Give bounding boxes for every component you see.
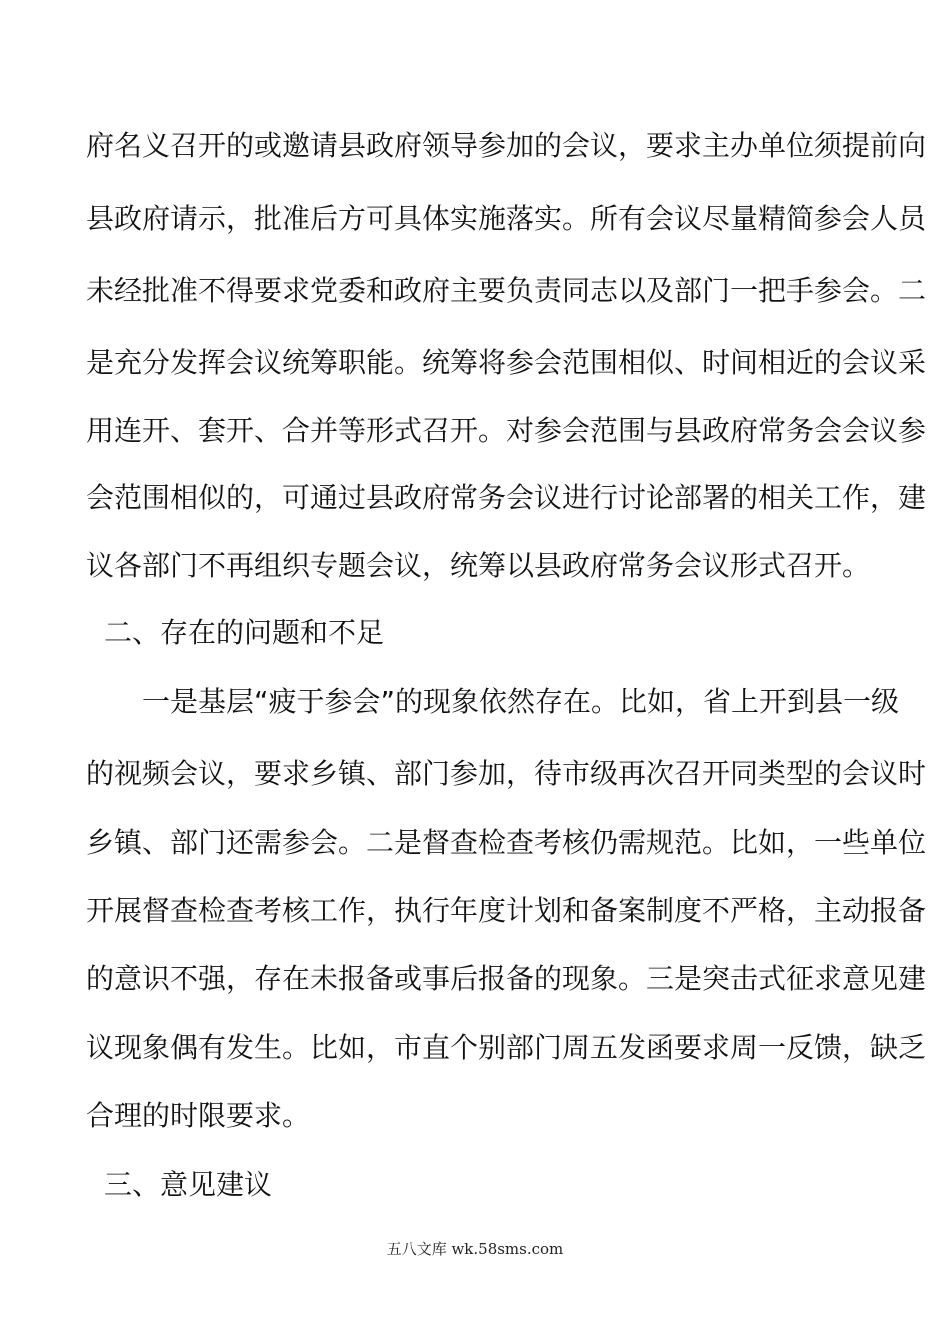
paragraph-1-line-5: 用连开、套开、合并等形式召开。对参会范围与县政府常务会会议参 xyxy=(86,414,927,447)
page-footer: 五八文库 wk.58sms.com xyxy=(386,1240,564,1258)
paragraph-1-line-1: 府名义召开的或邀请县政府领导参加的会议，要求主办单位须提前向 xyxy=(86,129,927,162)
section-heading-3: 三、意见建议 xyxy=(104,1168,273,1201)
paragraph-2-line-3: 乡镇、部门还需参会。二是督查检查考核仍需规范。比如，一些单位 xyxy=(86,826,927,859)
paragraph-1-line-4: 是充分发挥会议统筹职能。统筹将参会范围相似、时间相近的会议采 xyxy=(86,346,927,379)
paragraph-2-line-4: 开展督查检查考核工作，执行年度计划和备案制度不严格，主动报备 xyxy=(86,894,927,927)
paragraph-2-line-6: 议现象偶有发生。比如，市直个别部门周五发函要求周一反馈，缺乏 xyxy=(86,1031,927,1064)
paragraph-2-line-2: 的视频会议，要求乡镇、部门参加，待市级再次召开同类型的会议时 xyxy=(86,757,927,790)
paragraph-2-line-5: 的意识不强，存在未报备或事后报备的现象。三是突击式征求意见建 xyxy=(86,962,927,995)
paragraph-1-line-2: 县政府请示，批准后方可具体实施落实。所有会议尽量精简参会人员 xyxy=(86,202,927,235)
paragraph-2-line-7: 合理的时限要求。 xyxy=(86,1099,311,1132)
paragraph-1-line-3: 未经批准不得要求党委和政府主要负责同志以及部门一把手参会。二 xyxy=(86,274,927,307)
paragraph-2-line-1: 一是基层“疲于参会”的现象依然存在。比如，省上开到县一级 xyxy=(142,685,900,718)
paragraph-1-line-7: 议各部门不再组织专题会议，统筹以县政府常务会议形式召开。 xyxy=(86,549,871,582)
section-heading-2: 二、存在的问题和不足 xyxy=(104,616,385,649)
paragraph-1-line-6: 会范围相似的，可通过县政府常务会议进行讨论部署的相关工作，建 xyxy=(86,481,927,514)
